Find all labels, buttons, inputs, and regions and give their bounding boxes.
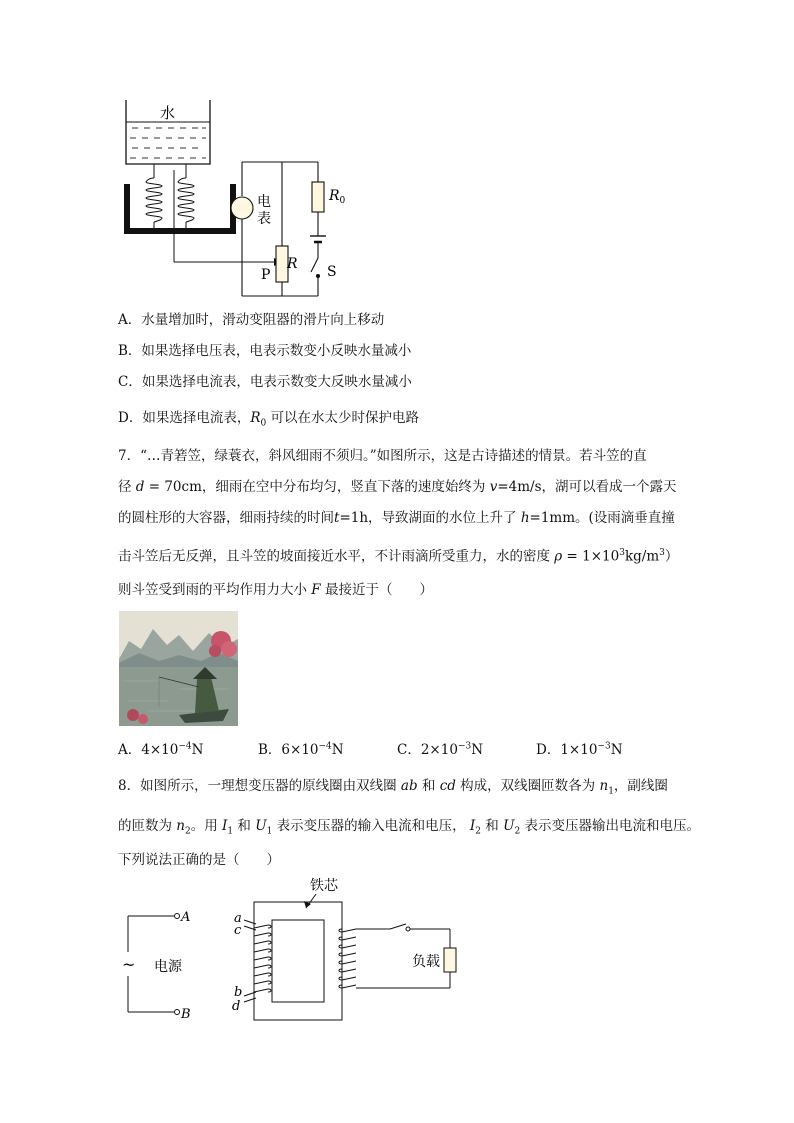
terminal-b-label: b (234, 985, 243, 1000)
option-label: C． (397, 742, 421, 758)
terminal-a-label: a (234, 911, 242, 926)
velocity-symbol: v (489, 479, 498, 495)
q7-text: ） (664, 548, 679, 565)
option-unit: N (191, 742, 204, 758)
option-value: 6×10 (281, 742, 319, 758)
q7-text: 最接近于（ ） (320, 582, 433, 598)
option-label: A． (118, 742, 142, 758)
r0-symbol-subscript: 0 (260, 418, 267, 429)
q6-option-d (118, 408, 419, 434)
terminal-c-label: c (234, 923, 242, 938)
subscript: 2 (514, 826, 521, 837)
option-label: D． (536, 742, 561, 758)
r0-subscript: 0 (339, 196, 346, 206)
n2-symbol: n (176, 818, 185, 834)
q7-text: 的圆柱形的大容器，细雨持续的时间 (118, 510, 334, 526)
q8-text: 和 (233, 818, 256, 834)
r0-symbol: R (250, 410, 261, 426)
subscript: 1 (266, 826, 273, 837)
q8-text: 表示变压器输出电流和电压。 (520, 818, 701, 834)
option-value: 2×10 (420, 742, 458, 758)
height-symbol: h (520, 510, 530, 526)
q8-text: 和 (417, 778, 440, 794)
ac-tilde-symbol: ~ (122, 955, 136, 974)
fisherman-painting-image (119, 611, 238, 726)
power-source-label: 电源 (154, 959, 182, 975)
time-symbol: t (334, 510, 340, 526)
option-exponent: −4 (318, 741, 332, 752)
option-unit: N (471, 742, 484, 758)
force-symbol: F (311, 582, 321, 598)
option-exponent: −3 (597, 741, 611, 752)
exponent: 3 (659, 548, 665, 558)
q8-text: 和 (481, 818, 504, 834)
svg-text:R0 (328, 188, 346, 206)
q7-text: 径 (118, 479, 136, 495)
q7-text: = 70cm，细雨在空中分布均匀，竖直下落的速度始终为 (144, 479, 490, 495)
q7-text: = 1×10 (562, 548, 620, 565)
q7-line-4 (118, 543, 678, 567)
i2-symbol: I (469, 818, 476, 834)
subscript: 2 (475, 826, 481, 837)
i1-symbol: I (222, 818, 228, 834)
q7-option-a (118, 738, 203, 758)
q7-text: =1h，导致湖面的水位上升了 (339, 510, 521, 526)
q7-option-d (536, 738, 623, 758)
q6-option-d-tail: 可以在水太少时保护电路 (270, 410, 420, 426)
q8-text: 8．如图所示，一理想变压器的原线圈由双线圈 (118, 778, 401, 794)
option-value: 4×10 (141, 742, 179, 758)
source-terminal-a-label: A (181, 910, 191, 925)
q6-option-d-text: D．如果选择电流表， (118, 410, 251, 426)
meter-label-line2: 表 (257, 211, 271, 227)
q8-line-3: 下列说法正确的是（ ） (118, 852, 280, 868)
q8-line-1 (118, 776, 668, 802)
q7-text: =1mm。(设雨滴垂直撞 (529, 510, 675, 526)
option-value: 1×10 (560, 742, 598, 758)
n1-symbol: n (599, 778, 609, 794)
coil-cd-symbol: cd (439, 778, 456, 794)
q8-line-2 (118, 816, 700, 842)
option-label: B． (258, 742, 282, 758)
meter-label-line1: 电 (257, 194, 271, 210)
q8-text: 。用 (190, 818, 223, 834)
q8-text: 构成，双线圈匝数各为 (455, 778, 600, 794)
subscript: 2 (185, 826, 191, 837)
q7-text: =4m/s，湖可以看成一个露天 (497, 479, 677, 495)
u1-symbol: U (255, 818, 267, 834)
density-symbol: ρ (554, 548, 563, 565)
coil-ab-symbol: ab (400, 778, 418, 794)
rheostat-label: R (287, 256, 298, 272)
diameter-symbol: d (135, 479, 145, 495)
q8-text: ，副线圈 (613, 778, 668, 794)
r0-label: R (329, 188, 340, 204)
q7-text: 击斗笠后无反弹，且斗笠的坡面接近水平，不计雨滴所受重力，水的密度 (118, 548, 555, 565)
water-level-circuit-diagram (118, 96, 350, 304)
option-unit: N (610, 742, 623, 758)
iron-core-label: 铁芯 (310, 878, 338, 894)
q6-option-c: C．如果选择电流表，电表示数变大反映水量减小 (118, 374, 412, 390)
q7-line-2 (118, 477, 677, 497)
transformer-diagram (118, 874, 468, 1024)
q7-text: 则斗笠受到雨的平均作用力大小 (118, 582, 312, 598)
terminal-d-label: d (232, 999, 241, 1014)
water-label: 水 (160, 104, 176, 122)
q6-option-b: B．如果选择电压表，电表示数变小反映水量减小 (118, 343, 412, 359)
q7-option-c (397, 738, 483, 758)
u2-symbol: U (503, 818, 515, 834)
slider-label-p: P (261, 267, 271, 283)
q8-text: 表示变压器的输入电流和电压， (272, 818, 470, 834)
switch-label-s: S (327, 264, 337, 280)
q7-line-3 (118, 508, 675, 528)
q7-text: kg/m (624, 548, 660, 565)
q8-text: 的匝数为 (118, 818, 177, 834)
exponent: 3 (619, 548, 625, 558)
load-label: 负载 (412, 954, 440, 970)
option-exponent: −3 (457, 741, 472, 752)
q6-option-a: A．水量增加时，滑动变阻器的滑片向上移动 (118, 312, 385, 328)
subscript: 1 (227, 826, 234, 837)
q7-line-5 (118, 580, 433, 600)
q7-line-1: 7．“…青箬笠，绿蓑衣，斜风细雨不须归。”如图所示，这是古诗描述的情景。若斗笠的直 (118, 448, 647, 464)
source-terminal-b-label: B (181, 1007, 191, 1022)
q7-option-b (258, 738, 344, 758)
subscript: 1 (608, 786, 614, 797)
option-exponent: −4 (178, 741, 192, 752)
option-unit: N (331, 742, 344, 758)
